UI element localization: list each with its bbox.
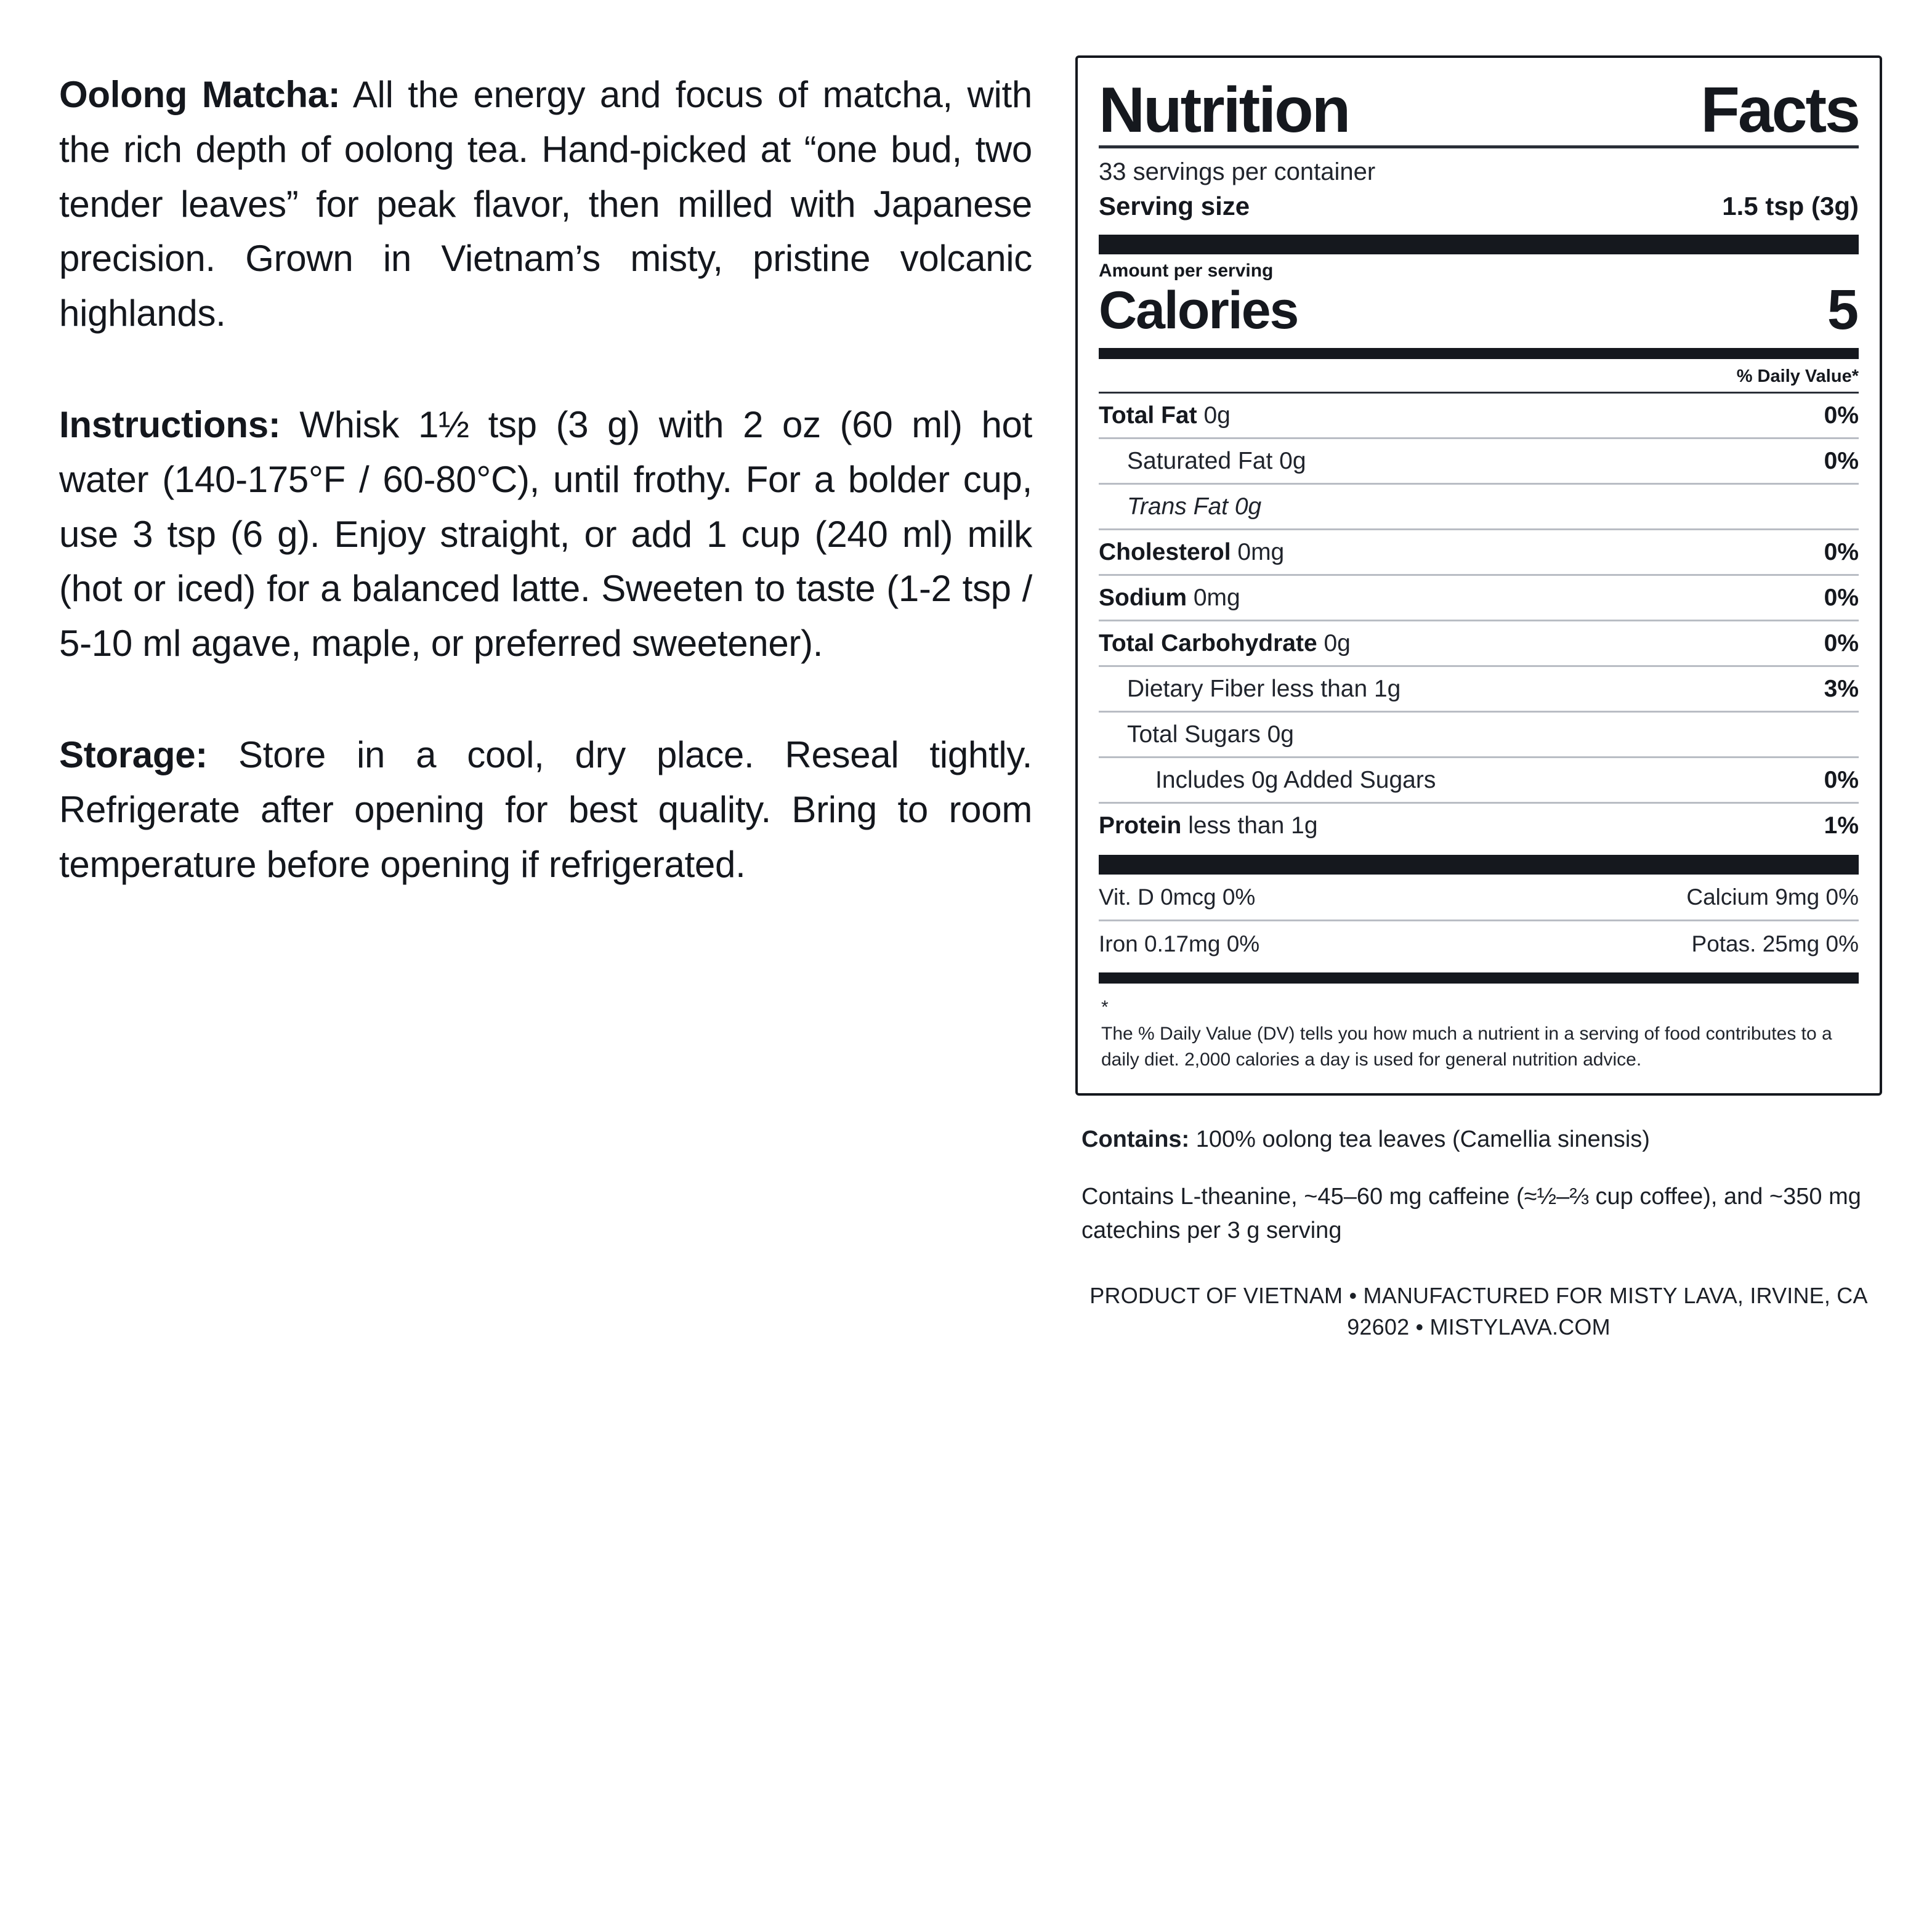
nutrient-dv-dietary-fiber: 3% [1824, 676, 1859, 703]
nutrient-dv-saturated-fat: 0% [1824, 448, 1859, 475]
ingredients-section [1075, 1096, 1882, 1343]
divider-thick-before-micronutrients [1099, 855, 1859, 875]
nutrient-dv-total-fat: 0% [1824, 402, 1859, 429]
footnote-text: The % Daily Value (DV) tells you how much a nutrient in a serving of food contributes to a daily diet. 2,000 calories a day is used for general nutrition advice. [1101, 1023, 1832, 1070]
nutrition-facts-panel [1075, 55, 1882, 1096]
micronutrient-row-1 [1099, 875, 1859, 920]
divider-before-footnote [1099, 972, 1859, 984]
nutrition-title-right: Facts [1700, 75, 1859, 146]
nutrient-name-protein [1099, 812, 1318, 839]
divider-thick-top [1099, 235, 1859, 254]
nutrient-name-sodium [1099, 584, 1240, 612]
paragraph-body-oolong-matcha: All the energy and focus of matcha, with the rich depth of oolong tea. Hand-picked at “one bud, two tender leaves” for peak flavor, then milled with Japanese precision. Grown in Vietnam’s misty, pristine volcanic highlands. [59, 74, 1032, 334]
calories-value: 5 [1827, 278, 1859, 342]
nutrient-row-added-sugars [1099, 756, 1859, 802]
micronutrient-calcium: Calcium 9mg 0% [1686, 884, 1859, 910]
nutrient-name-dietary-fiber: Dietary Fiber less than 1g [1127, 676, 1401, 703]
compounds-line: Contains L-theanine, ~45–60 mg caffeine (≈½–⅔ cup coffee), and ~350 mg catechins per 3 g serving [1081, 1184, 1861, 1244]
nutrition-facts-title [1099, 74, 1859, 145]
nutrient-dv-cholesterol: 0% [1824, 539, 1859, 566]
daily-value-footnote [1099, 984, 1859, 1075]
nutrient-label-sodium: Sodium [1099, 584, 1187, 612]
nutrient-name-saturated-fat: Saturated Fat 0g [1127, 448, 1306, 475]
paragraph-body-storage: Store in a cool, dry place. Reseal tightly. Refrigerate after opening for best quality. Bring to room temperature before opening if refrigerated. [59, 734, 1032, 885]
nutrient-amount-protein: less than 1g [1181, 812, 1318, 839]
nutrient-dv-total-carbohydrate: 0% [1824, 630, 1859, 657]
origin-manufacturer-line: PRODUCT OF VIETNAM • MANUFACTURED FOR MISTY LAVA, IRVINE, CA 92602 • MISTYLAVA.COM [1089, 1283, 1868, 1340]
paragraph-body-instructions: Whisk 1½ tsp (3 g) with 2 oz (60 ml) hot water (140-175°F / 60-80°C), until frothy. For a bolder cup, use 3 tsp (6 g). Enjoy straight, or add 1 cup (240 ml) milk (hot or iced) for a balanced latte. Sweeten to taste (1-2 tsp / 5-10 ml agave, maple, or preferred sweetener). [59, 403, 1032, 665]
nutrient-dv-protein: 1% [1824, 812, 1859, 839]
nutrient-dv-sodium: 0% [1824, 584, 1859, 612]
calories-row [1099, 278, 1859, 342]
nutrient-name-total-carbohydrate [1099, 630, 1351, 657]
daily-value-header: % Daily Value* [1736, 366, 1859, 387]
nutrient-row-sodium [1099, 574, 1859, 620]
micronutrient-row-2 [1099, 920, 1859, 966]
nutrient-name-total-fat [1099, 402, 1231, 429]
amount-per-serving-label: Amount per serving [1099, 261, 1274, 281]
nutrient-name-added-sugars: Includes 0g Added Sugars [1155, 767, 1436, 794]
nutrient-label-total-fat: Total Fat [1099, 402, 1197, 429]
nutrient-name-total-sugars: Total Sugars 0g [1127, 721, 1295, 748]
nutrient-label-total-carbohydrate: Total Carbohydrate [1099, 630, 1317, 657]
footnote-star: * [1101, 997, 1109, 1018]
nutrient-label-protein: Protein [1099, 812, 1182, 839]
nutrient-amount-sodium: 0mg [1187, 584, 1240, 612]
contains-line [1081, 1124, 1876, 1155]
nutrient-row-saturated-fat [1099, 437, 1859, 483]
serving-size-value: 1.5 tsp (3g) [1722, 192, 1859, 221]
serving-size-row [1099, 190, 1859, 227]
nutrient-dv-added-sugars: 0% [1824, 767, 1859, 794]
nutrient-amount-total-carbohydrate: 0g [1317, 630, 1351, 657]
nutrient-label-cholesterol: Cholesterol [1099, 539, 1231, 566]
nutrient-row-protein [1099, 802, 1859, 847]
serving-size-label: Serving size [1099, 192, 1250, 221]
nutrient-amount-cholesterol: 0mg [1231, 539, 1285, 566]
nutrient-row-dietary-fiber [1099, 665, 1859, 711]
micronutrient-vitamin-d: Vit. D 0mcg 0% [1099, 884, 1256, 910]
paragraph-storage [59, 728, 1032, 892]
nutrition-column [1075, 55, 1882, 1365]
nutrition-title-left: Nutrition [1099, 75, 1349, 146]
nutrient-row-total-fat [1099, 392, 1859, 437]
paragraph-lead-oolong-matcha: Oolong Matcha: [59, 74, 341, 115]
nutrient-row-cholesterol [1099, 528, 1859, 574]
nutrient-row-total-carbohydrate [1099, 620, 1859, 665]
nutrient-name-trans-fat: Trans Fat 0g [1127, 493, 1262, 520]
contains-label: Contains: [1081, 1126, 1190, 1152]
micronutrient-iron: Iron 0.17mg 0% [1099, 931, 1260, 957]
calories-label: Calories [1099, 280, 1298, 340]
nutrient-row-trans-fat [1099, 483, 1859, 528]
nutrient-name-cholesterol [1099, 539, 1284, 566]
nutrient-amount-total-fat: 0g [1197, 402, 1231, 429]
nutrient-row-total-sugars [1099, 711, 1859, 756]
product-copy-column [59, 55, 1032, 892]
paragraph-lead-instructions: Instructions: [59, 403, 281, 445]
paragraph-instructions [59, 398, 1032, 671]
paragraph-oolong-matcha [59, 68, 1032, 341]
micronutrient-potassium: Potas. 25mg 0% [1691, 931, 1859, 957]
servings-per-container: 33 servings per container [1099, 158, 1376, 186]
paragraph-lead-storage: Storage: [59, 734, 208, 775]
divider-under-calories [1099, 348, 1859, 359]
contains-value: 100% oolong tea leaves (Camellia sinensis) [1189, 1126, 1650, 1152]
